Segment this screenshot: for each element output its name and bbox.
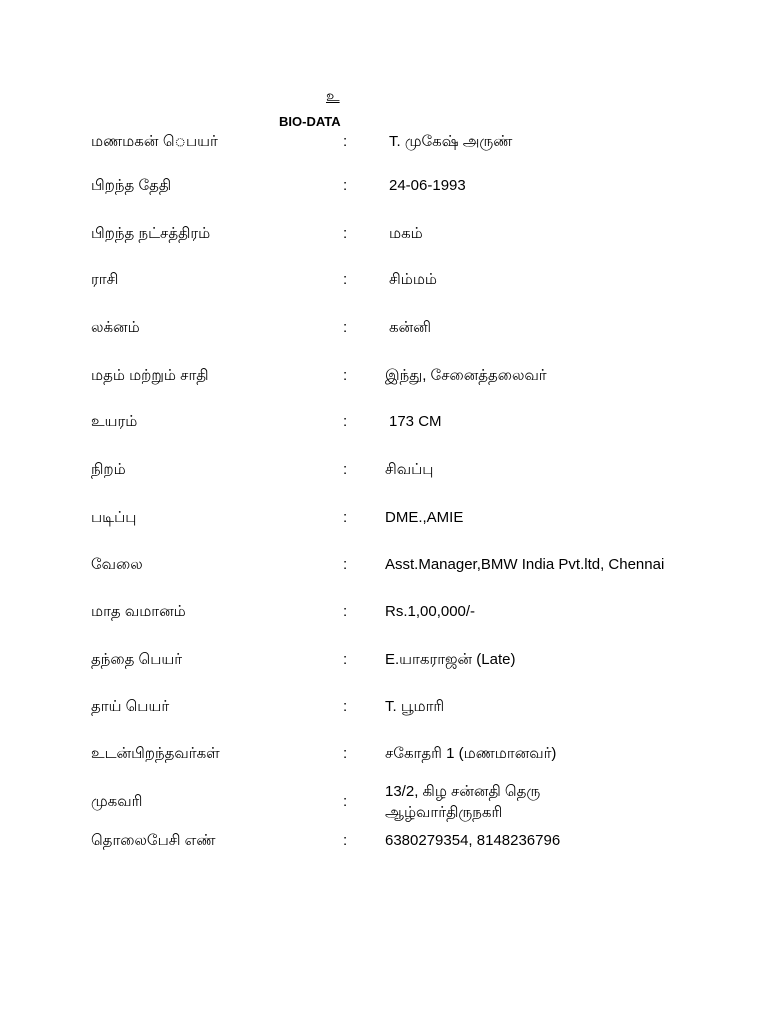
colon-separator: : <box>343 367 348 384</box>
field-label: நிறம் <box>91 461 126 478</box>
field-value: Rs.1,00,000/- <box>385 603 476 620</box>
field-label: மதம் மற்றும் சாதி <box>91 367 209 384</box>
field-label: பிறந்த தேதி <box>91 177 172 194</box>
field-label: வேலை <box>91 556 143 573</box>
field-value: சிவப்பு <box>385 461 434 478</box>
colon-separator: : <box>343 509 348 526</box>
colon-separator: : <box>343 698 348 715</box>
colon-separator: : <box>343 556 348 573</box>
colon-separator: : <box>343 832 348 849</box>
field-label: மாத வமானம் <box>91 603 186 620</box>
field-value: மகம் <box>389 225 423 242</box>
field-value: DME.,AMIE <box>385 509 464 526</box>
address-line-1: 13/2, கிழ சன்னதி தெரு <box>385 783 541 800</box>
field-label: உடன்பிறந்தவர்கள் <box>91 745 220 762</box>
colon-separator: : <box>343 461 348 478</box>
field-value: T. பூமாரி <box>385 698 445 715</box>
field-label: லக்னம் <box>91 319 140 336</box>
field-label: முகவரி <box>91 793 143 810</box>
colon-separator: : <box>343 177 348 194</box>
field-value: கன்னி <box>389 319 432 336</box>
field-label: தந்தை பெயர் <box>91 651 183 668</box>
field-label: ராசி <box>91 271 119 288</box>
field-label: மணமகன் ெபயர் <box>91 133 218 150</box>
address-line-2: ஆழ்வார்திருநகரி <box>385 804 503 821</box>
field-value: இந்து, சேனைத்தலைவர் <box>385 367 547 384</box>
colon-separator: : <box>343 603 348 620</box>
field-label: தாய் பெயர் <box>91 698 170 715</box>
field-value: Asst.Manager,BMW India Pvt.ltd, Chennai <box>385 556 665 573</box>
field-value: சிம்மம் <box>389 271 437 288</box>
colon-separator: : <box>343 225 348 242</box>
field-value: 24-06-1993 <box>389 177 466 194</box>
field-value: E.யாகராஜன் (Late) <box>385 651 516 668</box>
field-value: 173 CM <box>389 413 442 430</box>
colon-separator: : <box>343 271 348 288</box>
colon-separator: : <box>343 319 348 336</box>
field-label: படிப்பு <box>91 509 137 526</box>
field-label: உயரம் <box>91 413 138 430</box>
colon-separator: : <box>343 413 348 430</box>
field-value: T. முகேஷ் அருண் <box>389 133 513 150</box>
colon-separator: : <box>343 745 348 762</box>
document-title: BIO-DATA <box>279 114 341 129</box>
colon-separator: : <box>343 651 348 668</box>
colon-separator: : <box>343 793 348 810</box>
colon-separator: : <box>343 133 348 150</box>
pillaiyar-suzhi-mark: உ <box>326 88 340 105</box>
field-value: 6380279354, 8148236796 <box>385 832 561 849</box>
field-label: தொலைபேசி எண் <box>91 832 216 849</box>
field-label: பிறந்த நட்சத்திரம் <box>91 225 211 242</box>
field-value: சகோதரி 1 (மணமானவர்) <box>385 745 557 762</box>
address-value <box>385 781 540 823</box>
